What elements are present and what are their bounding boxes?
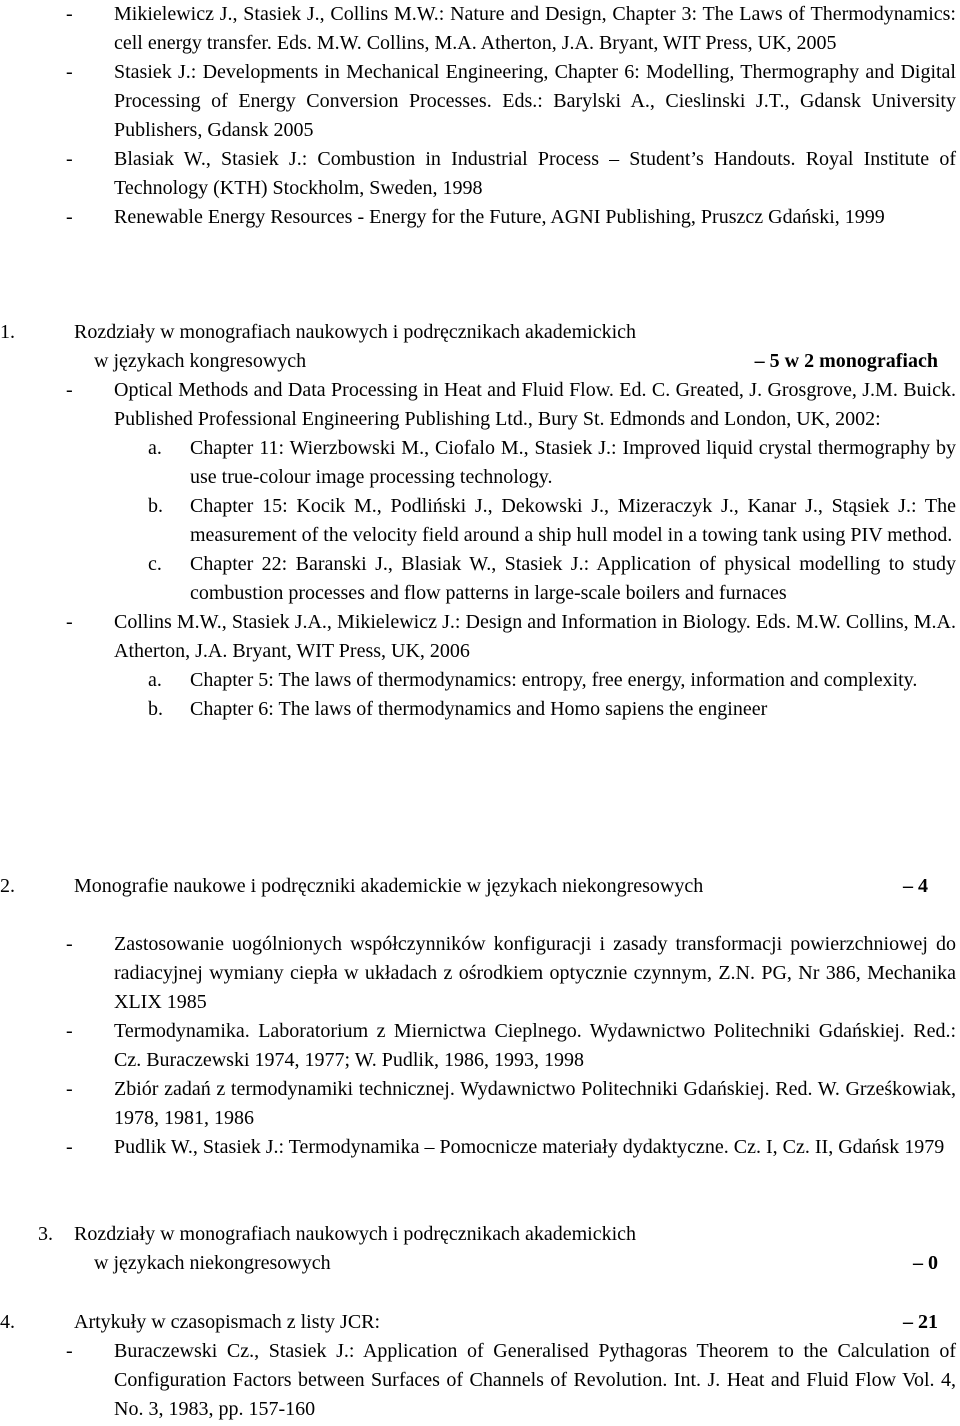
- dash-bullet: -: [66, 1136, 73, 1158]
- dash-bullet: -: [66, 148, 73, 170]
- list-item: [0, 0, 960, 58]
- section-4: [0, 1308, 960, 1424]
- list-item-text: Renewable Energy Resources - Energy for the Future, AGNI Publishing, Pruszcz Gdański, 1999: [114, 206, 885, 228]
- list-item-text: Blasiak W., Stasiek J.: Combustion in Industrial Process – Student’s Handouts. Royal Institute of Technology (KTH) Stockholm, Sweden, 1998: [114, 148, 956, 199]
- section-number: 2.: [0, 875, 15, 897]
- dash-bullet: -: [66, 1078, 73, 1100]
- section-3: [0, 1220, 960, 1278]
- sub-item-marker: b.: [148, 698, 163, 720]
- sub-list-item: [0, 666, 960, 695]
- section-heading-line2: [0, 347, 960, 376]
- list-item-text: Collins M.W., Stasiek J.A., Mikielewicz J.: Design and Information in Biology. Eds. M.W. Collins, M.A. Atherton, J.A. Bryant, WIT Press, UK, 2006: [114, 611, 956, 662]
- section-count: – 5 w 2 monografiach: [754, 350, 938, 372]
- sub-list-item: [0, 492, 960, 550]
- list-item-text: Zastosowanie uogólnionych współczynników konfiguracji i zasady transformacji powierzchniowej do radiacyjnej wymiany ciepła w układach z ośrodkiem optycznie czynnym, Z.N. PG, Nr 386, Mechanika XLIX 1985: [114, 933, 956, 1013]
- dash-bullet: -: [66, 379, 73, 401]
- list-item: [0, 1337, 960, 1424]
- dash-bullet: -: [66, 1340, 73, 1362]
- sub-list-item: [0, 550, 960, 608]
- sub-item-marker: b.: [148, 495, 163, 517]
- top-reference-list: [0, 0, 960, 232]
- sub-item-text: Chapter 6: The laws of thermodynamics and Homo sapiens the engineer: [190, 698, 768, 720]
- section-title: Artykuły w czasopismach z listy JCR:: [74, 1311, 381, 1333]
- section-title-line1: Rozdziały w monografiach naukowych i podręcznikach akademickich: [74, 1223, 637, 1245]
- list-item-text: Mikielewicz J., Stasiek J., Collins M.W.: Nature and Design, Chapter 3: The Laws of Thermodynamics: cell energy transfer. Eds. M.W. Collins, M.A. Atherton, J.A. Bryant, WIT Press, UK, 2005: [114, 3, 956, 54]
- section-title-line2: w językach niekongresowych: [94, 1252, 331, 1274]
- section-number: 1.: [0, 321, 15, 343]
- section-heading: [0, 1220, 960, 1249]
- list-item: [0, 1075, 960, 1133]
- sub-item-marker: c.: [148, 553, 162, 575]
- section-heading-line2: [0, 1249, 960, 1278]
- list-item: [0, 930, 960, 1017]
- section-title: Monografie naukowe i podręczniki akademickie w językach niekongresowych: [74, 875, 704, 897]
- list-item: [0, 203, 960, 232]
- dash-bullet: -: [66, 611, 73, 633]
- dash-bullet: -: [66, 61, 73, 83]
- sub-list-item: [0, 695, 960, 724]
- section-count: – 21: [903, 1311, 938, 1333]
- dash-bullet: -: [66, 206, 73, 228]
- dash-bullet: -: [66, 1020, 73, 1042]
- sub-item-text: Chapter 5: The laws of thermodynamics: entropy, free energy, information and complexity.: [190, 669, 918, 691]
- sub-item-text: Chapter 22: Baranski J., Blasiak W., Stasiek J.: Application of physical modelling to study combustion processes and flow patterns in large-scale boilers and furnaces: [190, 553, 956, 604]
- sub-item-marker: a.: [148, 669, 162, 691]
- section-2: [0, 872, 960, 901]
- section-heading: [0, 318, 960, 347]
- section-2-list: [0, 930, 960, 1162]
- sub-item-text: Chapter 15: Kocik M., Podliński J., Dekowski J., Mizeraczyk J., Kanar J., Stąsiek J.: The measurement of the velocity field around a ship hull model in a towing tank using PIV method.: [190, 495, 956, 546]
- section-number: 4.: [0, 1311, 15, 1333]
- section-heading: [0, 872, 960, 901]
- list-item: [0, 376, 960, 434]
- section-count: – 0: [913, 1252, 938, 1274]
- list-item-text: Stasiek J.: Developments in Mechanical Engineering, Chapter 6: Modelling, Thermography and Digital Processing of Energy Conversion Processes. Eds.: Barylski A., Cieslinski J.T., Gdansk University Publishers, Gdansk 2005: [114, 61, 956, 141]
- list-item-text: Termodynamika. Laboratorium z Miernictwa Cieplnego. Wydawnictwo Politechniki Gdańskiej. Red.: Cz. Buraczewski 1974, 1977; W. Pudlik, 1986, 1993, 1998: [114, 1020, 956, 1071]
- section-heading: [0, 1308, 960, 1337]
- sub-item-marker: a.: [148, 437, 162, 459]
- list-item-text: Buraczewski Cz., Stasiek J.: Application of Generalised Pythagoras Theorem to the Calculation of Configuration Factors between Surfaces of Channels of Revolution. Int. J. Heat and Fluid Flow Vol. 4, No. 3, 1983, pp. 157-160: [114, 1340, 956, 1420]
- list-item-text: Optical Methods and Data Processing in Heat and Fluid Flow. Ed. C. Greated, J. Grosgrove, J.M. Buick. Published Professional Engineering Publishing Ltd., Bury St. Edmonds and London, UK, 2002:: [114, 379, 956, 430]
- section-title-line1: Rozdziały w monografiach naukowych i podręcznikach akademickich: [74, 321, 637, 343]
- sub-list-item: [0, 434, 960, 492]
- dash-bullet: -: [66, 3, 73, 25]
- list-item-text: Pudlik W., Stasiek J.: Termodynamika – Pomocnicze materiały dydaktyczne. Cz. I, Cz. II, Gdańsk 1979: [114, 1136, 945, 1158]
- sub-item-text: Chapter 11: Wierzbowski M., Ciofalo M., Stasiek J.: Improved liquid crystal thermography by use true-colour image processing technology.: [190, 437, 956, 488]
- section-count: – 4: [903, 875, 928, 897]
- list-item: [0, 1133, 960, 1162]
- list-item: [0, 608, 960, 666]
- list-item: [0, 58, 960, 145]
- dash-bullet: -: [66, 933, 73, 955]
- section-title-line2: w językach kongresowych: [94, 350, 307, 372]
- list-item: [0, 145, 960, 203]
- section-number: 3.: [38, 1223, 53, 1245]
- section-1: [0, 318, 960, 724]
- list-item-text: Zbiór zadań z termodynamiki technicznej. Wydawnictwo Politechniki Gdańskiej. Red. W. Grześkowiak, 1978, 1981, 1986: [114, 1078, 956, 1129]
- list-item: [0, 1017, 960, 1075]
